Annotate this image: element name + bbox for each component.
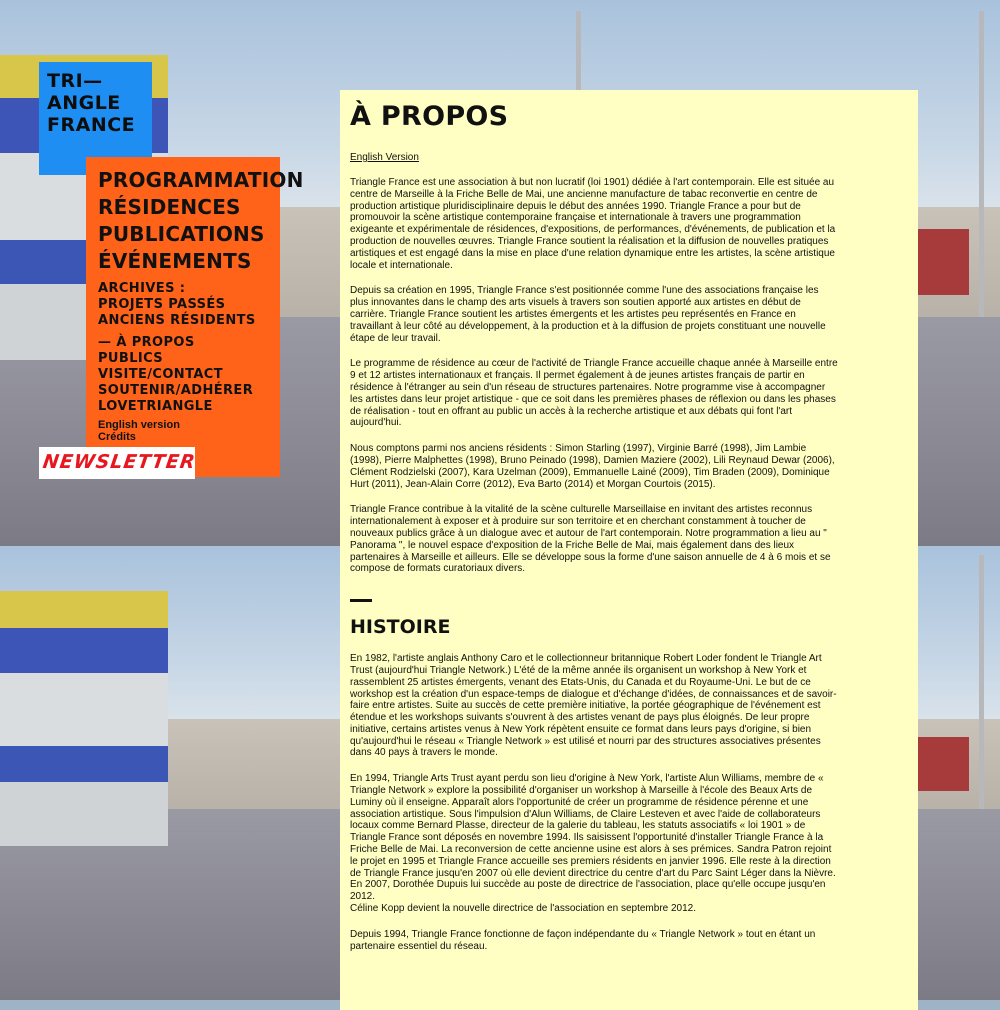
about-paragraph: Depuis sa création en 1995, Triangle France s'est positionnée comme l'une des associations française les plus innovantes dans le champ des arts visuels à travers son soutien apporté aux artistes en début de carrière. Triangle France soutient les artistes émergents et les artistes peu représentés en France en travaillant à leur côté au développement, à la production et à la diffusion de projets constituant une nouvelle étape de leur travail. xyxy=(350,285,826,344)
about-paragraph: Le programme de résidence au cœur de l'activité de Triangle France accueille chaque année à Marseille entre 9 et 12 artistes internationaux et français. Il permet également à de jeunes artistes français de partir en résidence à l'étranger au sein d'un réseau de structures partenaires. Notre programme vise à accompagner les artistes dans leur projet artistique - que ce soit dans les premières phases de réflexion ou dans les phases de réalisation - tout en offrant au public un accès à la recherche artistique et aux débats qui font l'art aujourd'hui. xyxy=(350,358,838,429)
nav-english-version[interactable]: English version xyxy=(98,419,180,431)
nav-publications[interactable]: PUBLICATIONS xyxy=(98,222,265,246)
nav-programmation[interactable]: PROGRAMMATION xyxy=(98,168,304,192)
logo-line: ANGLE xyxy=(47,92,121,114)
logo-line: FRANCE xyxy=(47,114,136,136)
about-paragraph: Nous comptons parmi nos anciens résidents : Simon Starling (1997), Virginie Barré (1998), Jim Lambie (1998), Pierre Malphettes (1998), Bruno Peinado (1998), Damien Maziere (2002), Lili Reynaud Dewar (2006), Clément Rodzielski (2007), Kara Uzelman (2009), Emmanuelle Lainé (2009), Tim Braden (2009), Dominique Hurt (2011), Jean-Alain Corre (2012), Eva Barto (2014) et Morgan Courtois (2015). xyxy=(350,443,835,490)
nav-publics[interactable]: PUBLICS xyxy=(98,351,164,366)
nav-evenements[interactable]: ÉVÉNEMENTS xyxy=(98,249,252,273)
nav-projets-passes[interactable]: PROJETS PASSÉS xyxy=(98,297,226,312)
histoire-paragraph: En 1994, Triangle Arts Trust ayant perdu son lieu d'origine à New York, l'artiste Alun Williams, membre de « Triangle Network » explore la possibilité d'organiser un workshop à Marseille à l'école des Beaux Arts de Luminy où il enseigne. Apparaît alors l'opportunité de créer un programme de résidence pérenne et une association artistique. Sous l'impulsion d'Alun Williams, de Claire Lesteven et avec l'aide de collaborateurs locaux comme Bernard Plasse, directeur de la galerie du tableau, les statuts associatifs « loi 1901 » de Triangle France sont déposés en novembre 1994. Ils saisissent l'opportunité d'installer Triangle France à la Friche Belle de Mai. La reconversion de cette ancienne usine est alors à ses prémices. Sandra Patron rejoint le projet en 1995 et Triangle France accueille ses premiers résidents en janvier 1996. Elle reste à la direction de Triangle France jusqu'en 2007 où elle devient directrice du centre d'art du Parc Saint Léger dans la Nièvre. En 2007, Dorothée Dupuis lui succède au poste de directrice de l'association, place qu'elle occupe jusqu'en 2012. xyxy=(350,773,836,903)
english-version-link[interactable]: English Version xyxy=(350,152,419,163)
nav-a-propos[interactable]: — À PROPOS xyxy=(98,335,195,350)
histoire-paragraph: En 1982, l'artiste anglais Anthony Caro et le collectionneur britannique Robert Loder fondent le Triangle Art Trust (aujourd'hui Triangle Network.) L'été de la même année ils organisent un workshop à New York et rassemblent 25 artistes émergents, venant des Etats-Unis, du Canada et du Royaume-Uni. Le but de ce workshop est la création d'un espace-temps de dialogue et d'échange d'idées, de connaissances et de savoir-faire entre artistes. Suite au succès de cette première initiative, la portée géographique de l'événement est étendue et les workshops suivants s'ouvrent à des artistes venant de pays plus éloignés. De leur propre initiative, certains artistes venus à New York répètent ensuite ce format dans leurs pays d'origine, si bien qu'aujourd'hui le réseau « Triangle Network » est utilisé et nourri par des structures associatives présentes dans 40 pays à travers le monde. xyxy=(350,653,837,759)
nav-credits[interactable]: Crédits xyxy=(98,431,136,443)
about-paragraph: Triangle France est une association à but non lucratif (loi 1901) dédiée à l'art contemporain. Elle est située au centre de Marseille à la Friche Belle de Mai, une ancienne manufacture de tabac reconvertie en centre de production artistique pluridisciplinaire depuis le début des années 1990. Triangle France a pour but de promouvoir la scène artistique contemporaine française et internationale à travers une programmation exigeante et expérimentale de résidences, d'expositions, de performances, d'événements, de publication et la production de nouvelles œuvres. Triangle France soutient la réalisation et la diffusion de nouvelles pratiques artistiques et est engagé dans la mise en place d'une relation dynamique entre les artistes, la scène artistique locale et internationale. xyxy=(350,177,836,271)
nav-soutenir-adherer[interactable]: SOUTENIR/ADHÉRER xyxy=(98,383,254,398)
histoire-paragraph: Depuis 1994, Triangle France fonctionne de façon indépendante du « Triangle Network » tout en étant un partenaire essentiel du réseau. xyxy=(350,928,816,952)
section-divider xyxy=(350,599,372,602)
nav-lovetriangle[interactable]: LOVETRIANGLE xyxy=(98,399,213,414)
logo-line: TRI— xyxy=(47,70,103,92)
newsletter-button[interactable] xyxy=(39,447,198,479)
main-nav xyxy=(86,157,304,477)
page-title: À PROPOS xyxy=(350,101,509,132)
nav-anciens-residents[interactable]: ANCIENS RÉSIDENTS xyxy=(98,313,256,328)
nav-residences[interactable]: RÉSIDENCES xyxy=(98,195,241,219)
nav-archives-label: ARCHIVES : xyxy=(98,281,186,296)
histoire-paragraph: Céline Kopp devient la nouvelle directrice de l'association en septembre 2012. xyxy=(350,903,697,915)
background-photo xyxy=(0,546,168,1000)
about-paragraph: Triangle France contribue à la vitalité de la scène culturelle Marseillaise en invitant des artistes reconnus internationalement à exposer et à produire sur son territoire et en cherchant constamment à toucher de nouveaux publics grâce à un dialogue avec et autour de l'art contemporain. Notre programmation a lieu au " Panorama ", le nouvel espace d'exposition de la Friche Belle de Mai, mais également dans des lieux partenaires à Marseille et ailleurs. Elle se développe sous la forme d'une saison annuelle de 4 à 6 mois et se compose de formats curatoriaux divers. xyxy=(350,504,831,575)
histoire-title: HISTOIRE xyxy=(350,616,451,639)
nav-visite-contact[interactable]: VISITE/CONTACT xyxy=(98,367,223,382)
newsletter-label: NEWSLETTER xyxy=(41,451,198,473)
content-panel xyxy=(340,90,918,1010)
